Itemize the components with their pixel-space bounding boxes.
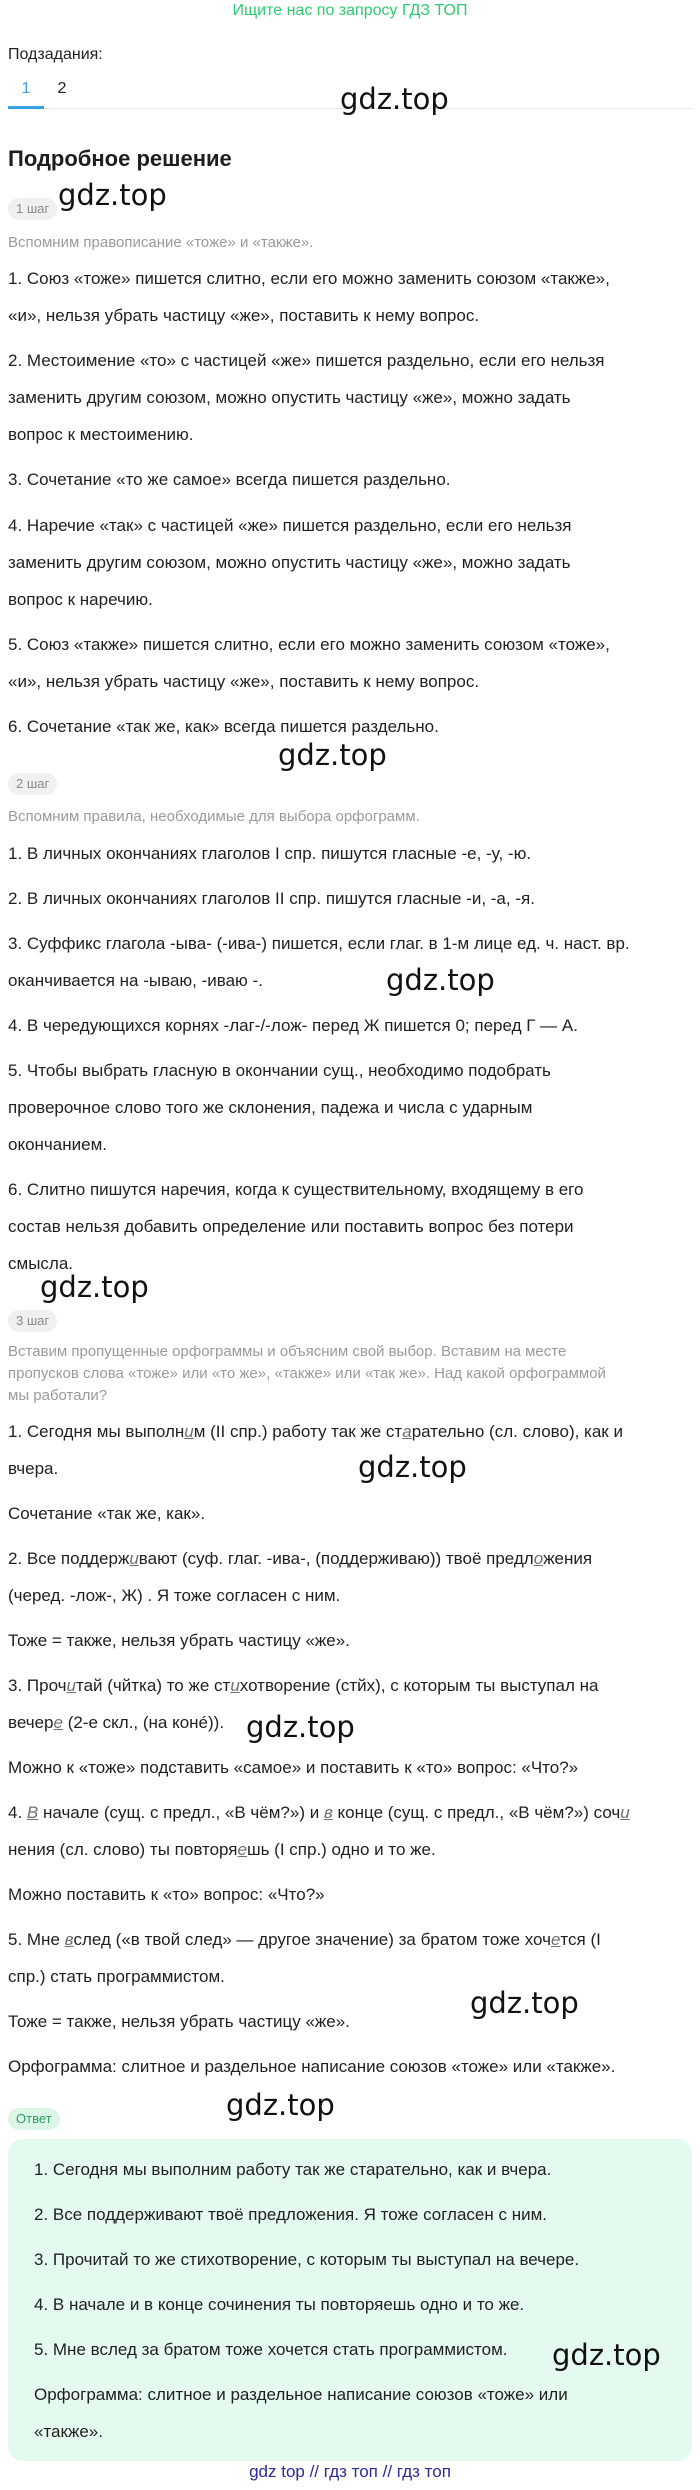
watermark: gdz.top bbox=[58, 178, 167, 212]
active-tab-indicator bbox=[8, 106, 44, 109]
step-2-line: 3. Суффикс глагола -ыва- (-ива-) пишется, если глаг. в 1-м лице ед. ч. наст. вр. bbox=[8, 934, 630, 953]
watermark: gdz.top bbox=[552, 2338, 661, 2372]
answer-line: 5. Мне вслед за братом тоже хочется стать программистом. bbox=[34, 2340, 508, 2359]
step-1-line: «и», нельзя убрать частицу «же», поставить к нему вопрос. bbox=[8, 672, 480, 691]
step-2-line: окончанием. bbox=[8, 1135, 107, 1154]
step-1-line: 2. Местоимение «то» с частицей «же» пишется раздельно, если его нельзя bbox=[8, 351, 605, 370]
step-3-line: Орфограмма: слитное и раздельное написание союзов «тоже» или «также». bbox=[8, 2057, 616, 2076]
answer-line: 2. Все поддерживают твоё предложения. Я тоже согласен с ним. bbox=[34, 2205, 547, 2224]
step-3-line: вечере (2-е скл., (на конé)). bbox=[8, 1713, 225, 1732]
step-3-hint: мы работали? bbox=[8, 1387, 108, 1404]
step-2-line: 2. В личных окончаниях глаголов II спр. пишутся гласные -и, -а, -я. bbox=[8, 889, 535, 908]
answer-line: 1. Сегодня мы выполним работу так же старательно, как и вчера. bbox=[34, 2160, 552, 2179]
step-2-chip: 2 шаг bbox=[8, 773, 57, 795]
step-2-line: 1. В личных окончаниях глаголов I спр. пишутся гласные -е, -у, -ю. bbox=[8, 844, 532, 863]
step-3-line: (черед. -лож-, Ж) . Я тоже согласен с ним. bbox=[8, 1586, 341, 1605]
step-2-line: 5. Чтобы выбрать гласную в окончании сущ., необходимо подобрать bbox=[8, 1061, 551, 1080]
step-3-line: 4. В начале (сущ. с предл., «В чём?») и в конце (сущ. с предл., «В чём?») сочи bbox=[8, 1803, 630, 1822]
step-1-line: 5. Союз «также» пишется слитно, если его можно заменить союзом «тоже», bbox=[8, 635, 610, 654]
step-3-line: вчера. bbox=[8, 1459, 59, 1478]
watermark: gdz.top bbox=[386, 963, 495, 997]
step-3-chip: 3 шаг bbox=[8, 1310, 57, 1332]
step-1-line: заменить другим союзом, можно опустить частицу «же», можно задать bbox=[8, 553, 571, 572]
watermark: gdz.top bbox=[358, 1450, 467, 1484]
step-3-line: Можно поставить к «то» вопрос: «Что?» bbox=[8, 1885, 325, 1904]
watermark: gdz.top bbox=[278, 738, 387, 772]
step-3-line: 5. Мне вслед («в твой след» — другое значение) за братом тоже хочется (I bbox=[8, 1930, 601, 1949]
step-2-line: 4. В чередующихся корнях -лаг-/-лож- перед Ж пишется 0; перед Г — А. bbox=[8, 1016, 578, 1035]
step-1-line: вопрос к местоимению. bbox=[8, 425, 194, 444]
tab-2[interactable]: 2 bbox=[57, 80, 67, 97]
step-1-hint: Вспомним правописание «тоже» и «также». bbox=[8, 234, 314, 251]
step-1-chip: 1 шаг bbox=[8, 198, 57, 220]
step-3-line: 2. Все поддерживают (суф. глаг. -ива-, (поддерживаю)) твоё предложения bbox=[8, 1549, 593, 1568]
step-3-line: спр.) стать программистом. bbox=[8, 1967, 225, 1986]
answer-chip: Ответ bbox=[8, 2108, 60, 2130]
step-3-line: Сочетание «так же, как». bbox=[8, 1504, 206, 1523]
step-1-line: 6. Сочетание «так же, как» всегда пишется раздельно. bbox=[8, 717, 439, 736]
watermark: gdz.top bbox=[40, 1270, 149, 1304]
step-1-line: 1. Союз «тоже» пишется слитно, если его можно заменить союзом «также», bbox=[8, 269, 610, 288]
step-3-line: Тоже = также, нельзя убрать частицу «же». bbox=[8, 2012, 350, 2031]
watermark: gdz.top bbox=[340, 82, 449, 116]
footer-links[interactable]: gdz top // гдз топ // гдз топ bbox=[249, 2462, 451, 2481]
step-3-line: Можно к «тоже» подставить «самое» и поставить к «то» вопрос: «Что?» bbox=[8, 1758, 579, 1777]
step-1-line: 4. Наречие «так» с частицей «же» пишется раздельно, если его нельзя bbox=[8, 516, 572, 535]
step-1-line: 3. Сочетание «то же самое» всегда пишется раздельно. bbox=[8, 470, 451, 489]
step-2-line: оканчивается на -ываю, -иваю -. bbox=[8, 971, 263, 990]
step-3-line: 3. Прочитай (чйтка) то же стихотворение (стйх), с которым ты выступал на bbox=[8, 1676, 599, 1695]
step-1-line: вопрос к наречию. bbox=[8, 590, 153, 609]
step-3-line: Тоже = также, нельзя убрать частицу «же». bbox=[8, 1631, 350, 1650]
step-3-line: нения (сл. слово) ты повторяешь (I спр.) одно и то же. bbox=[8, 1840, 436, 1859]
tab-1[interactable]: 1 bbox=[21, 80, 31, 97]
search-banner: Ищите нас по запросу ГДЗ ТОП bbox=[232, 2, 468, 19]
step-2-line: смысла. bbox=[8, 1254, 74, 1273]
page-title: Подробное решение bbox=[8, 146, 232, 171]
step-2-hint: Вспомним правила, необходимые для выбора орфограмм. bbox=[8, 808, 420, 825]
step-1-line: заменить другим союзом, можно опустить частицу «же», можно задать bbox=[8, 388, 571, 407]
subtasks-label: Подзадания: bbox=[8, 46, 103, 63]
step-2-line: проверочное слово того же склонения, падежа и числа с ударным bbox=[8, 1098, 533, 1117]
watermark: gdz.top bbox=[246, 1710, 355, 1744]
watermark: gdz.top bbox=[470, 1986, 579, 2020]
answer-line: 3. Прочитай то же стихотворение, с которым ты выступал на вечере. bbox=[34, 2250, 580, 2269]
answer-line: Орфограмма: слитное и раздельное написание союзов «тоже» или bbox=[34, 2385, 568, 2404]
watermark: gdz.top bbox=[226, 2088, 335, 2122]
step-3-hint: пропусков слова «тоже» или «то же», «также» или «так же». Над какой орфограммой bbox=[8, 1365, 606, 1382]
step-3-hint: Вставим пропущенные орфограммы и объясним свой выбор. Вставим на месте bbox=[8, 1343, 567, 1360]
answer-box bbox=[8, 2139, 692, 2461]
step-2-line: состав нельзя добавить определение или поставить вопрос без потери bbox=[8, 1217, 574, 1236]
step-3-line: 1. Сегодня мы выполним (II спр.) работу так же старательно (сл. слово), как и bbox=[8, 1422, 623, 1441]
answer-line: 4. В начале и в конце сочинения ты повторяешь одно и то же. bbox=[34, 2295, 525, 2314]
step-1-line: «и», нельзя убрать частицу «же», поставить к нему вопрос. bbox=[8, 306, 480, 325]
answer-line: «также». bbox=[34, 2422, 103, 2441]
step-2-line: 6. Слитно пишутся наречия, когда к существительному, входящему в его bbox=[8, 1180, 584, 1199]
